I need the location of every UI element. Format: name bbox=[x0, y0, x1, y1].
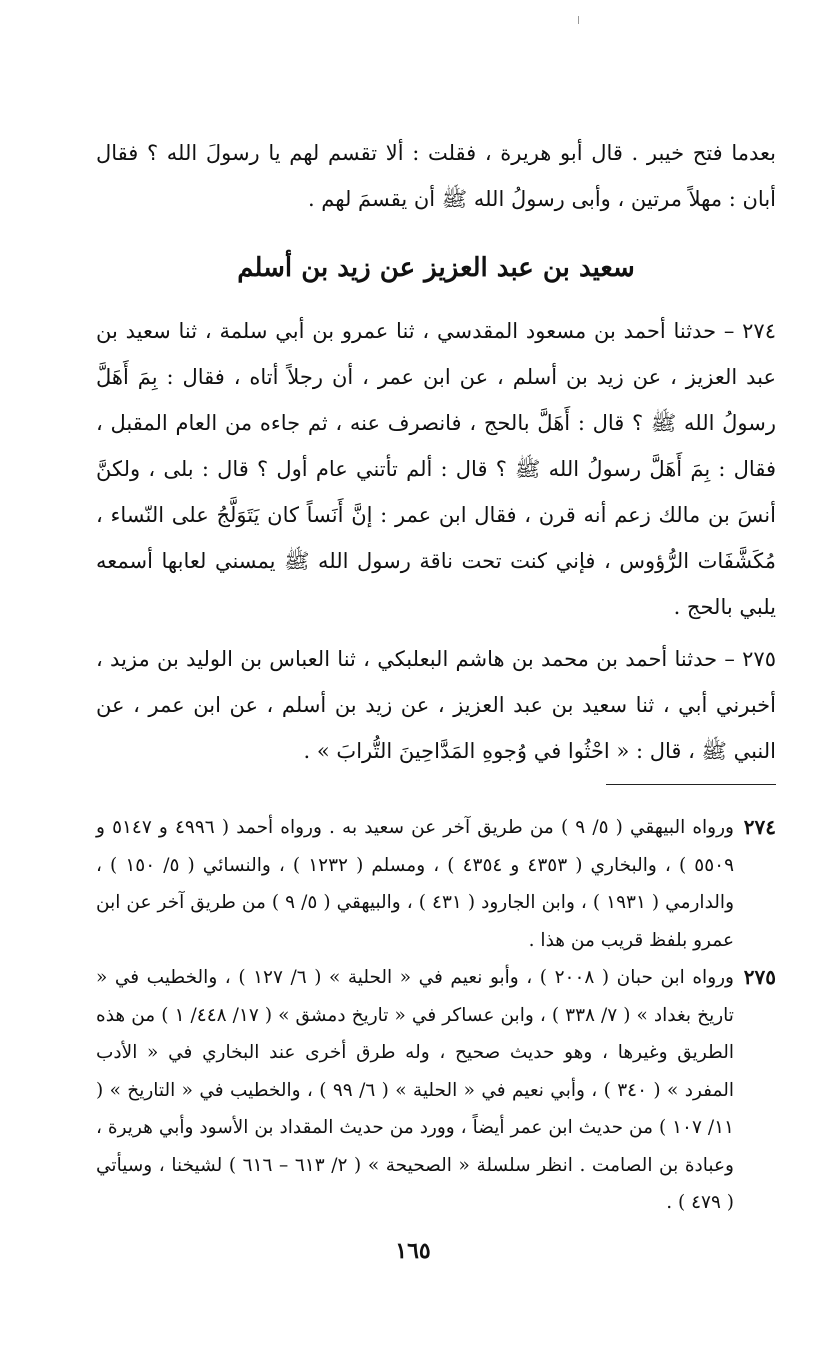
page-body bbox=[96, 130, 776, 1222]
footnote-274 bbox=[96, 809, 776, 959]
section-heading: سعيد بن عبد العزيز عن زيد بن أسلم bbox=[237, 253, 635, 283]
footnotes bbox=[96, 809, 776, 1222]
footnote-text: ورواه ابن حبان ( ٢٠٠٨ ) ، وأبو نعيم في « الحلية » ( ٦/ ١٢٧ ) ، والخطيب في « تاريخ بغداد » ( ٧/ ٣٣٨ ) ، وابن عساكر في « تاريخ دمشق » ( ١٧/ ٤٤٨/ ١ ) من هذه الطريق وغيرها ، وهو حديث صحيح ، وله طرق أخرى عند البخاري في « الأدب المفرد » ( ٣٤٠ ) ، وأبي نعيم في « الحلية » ( ٦/ ٩٩ ) ، والخطيب في « التاريخ » ( ١١/ ١٠٧ ) من حديث ابن عمر أيضاً ، وورد من حديث المقداد بن الأسود وأبي هريرة ، وعبادة بن الصامت . انظر سلسلة « الصحيحة » ( ٢/ ٦١٣ – ٦١٦ ) لشيخنا ، وسيأتي ( ٤٧٩ ) . bbox=[96, 967, 734, 1213]
footnote-separator bbox=[606, 784, 776, 785]
scan-mark bbox=[578, 16, 579, 24]
footnote-text: ورواه البيهقي ( ٥/ ٩ ) من طريق آخر عن سعيد به . ورواه أحمد ( ٤٩٩٦ و ٥١٤٧ و ٥٥٠٩ ) ، والبخاري ( ٤٣٥٣ و ٤٣٥٤ ) ، ومسلم ( ١٢٣٢ ) ، والنسائي ( ٥/ ١٥٠ ) ، والدارمي ( ١٩٣١ ) ، وابن الجارود ( ٤٣١ ) ، والبيهقي ( ٥/ ٩ ) من طريق آخر عن ابن عمرو بلفظ قريب من هذا . bbox=[96, 817, 735, 951]
hadith-274: ٢٧٤ – حدثنا أحمد بن مسعود المقدسي ، ثنا عمرو بن أبي سلمة ، ثنا سعيد بن عبد العزيز ، عن زيد بن أسلم ، عن ابن عمر ، أن رجلاً أتاه ، فقال : بِمَ أَهَلَّ رسولُ الله ﷺ ؟ قال : أَهَلَّ بالحج ، فانصرف عنه ، ثم جاءه من العام المقبل ، فقال : بِمَ أَهَلَّ رسولُ الله ﷺ ؟ قال : ألم تأتني عام أول ؟ قال : بلى ، ولكنَّ أنسَ بن مالك زعم أنه قرن ، فقال ابن عمر : إنَّ أَنَساً كان يَتَوَلَّجُ على النّساء ، مُكَشَّفَات الرُّؤوس ، فإني كنت تحت ناقة رسول الله ﷺ يمسني لعابها أسمعه يلبي بالحج . bbox=[96, 319, 776, 619]
footnote-number: ٢٧٤ bbox=[743, 815, 776, 839]
footnote-275 bbox=[96, 959, 776, 1222]
footnote-number: ٢٧٥ bbox=[743, 965, 776, 989]
page-number: ١٦٥ bbox=[395, 1238, 431, 1264]
hadith-275: ٢٧٥ – حدثنا أحمد بن محمد بن هاشم البعلبكي ، ثنا العباس بن الوليد بن مزيد ، أخبرني أبي ، ثنا سعيد بن عبد العزيز ، عن زيد بن أسلم ، عن ابن عمر ، عن النبي ﷺ ، قال : « احْثُوا في وُجوهِ المَدَّاحِينَ التُّرابَ » . bbox=[96, 647, 776, 763]
continuation-paragraph: بعدما فتح خيبر . قال أبو هريرة ، فقلت : ألا تقسم لهم يا رسولَ الله ؟ فقال أبان : مهلاً مرتين ، وأبى رسولُ الله ﷺ أن يقسمَ لهم . bbox=[96, 141, 776, 211]
